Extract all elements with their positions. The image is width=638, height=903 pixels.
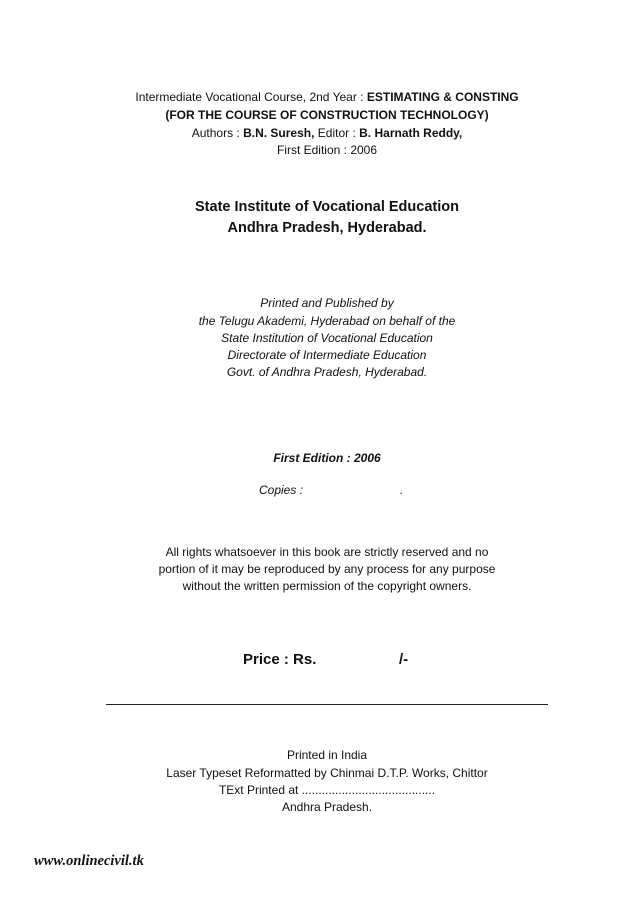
edition-line: First Edition : 2006 [276, 143, 378, 157]
authors-label: Authors : [191, 126, 244, 140]
price-suffix: /- [399, 651, 409, 668]
rights-line-1: All rights whatsoever in this book are strictly reserved and no [165, 545, 489, 559]
price-label: Price : Rs. [243, 651, 317, 668]
printing-location: Andhra Pradesh. [281, 800, 373, 814]
footer-url: www.onlinecivil.tk [34, 853, 144, 869]
course-title-prefix: Intermediate Vocational Course, 2nd Year : [135, 90, 367, 104]
institute-name: State Institute of Vocational Education [195, 199, 459, 215]
authors-line [0, 124, 638, 142]
printed-in: Printed in India [286, 748, 368, 762]
rights-line-2: portion of it may be reproduced by any process for any purpose [158, 562, 496, 576]
horizontal-rule [106, 704, 548, 705]
publisher-line-2: the Telugu Akademi, Hyderabad on behalf of the [198, 314, 456, 328]
rights-line-3: without the written permission of the copyright owners. [182, 579, 472, 593]
publisher-line-5: Govt. of Andhra Pradesh, Hyderabad. [226, 365, 428, 379]
copies-value: . [400, 483, 404, 497]
author-name: B.N. Suresh, [243, 126, 315, 140]
typeset-line: Laser Typeset Reformatted by Chinmai D.T.P. Works, Chittor [166, 766, 488, 780]
publisher-line-4: Directorate of Intermediate Education [227, 348, 427, 362]
header-course-line [0, 88, 638, 106]
publisher-line-1: Printed and Published by [260, 296, 394, 310]
publisher-line-3: State Institution of Vocational Education [221, 331, 433, 345]
editor-label: Editor : [314, 126, 360, 140]
course-subtitle: (FOR THE COURSE OF CONSTRUCTION TECHNOLOGY) [165, 108, 489, 122]
editor-name: B. Harnath Reddy, [359, 126, 463, 140]
first-edition: First Edition : 2006 [273, 451, 381, 465]
course-subject: ESTIMATING & CONSTING [366, 90, 519, 104]
copies-label: Copies : [259, 483, 304, 497]
text-printed-line: TExt Printed at ........................................ [218, 783, 436, 797]
institute-location: Andhra Pradesh, Hyderabad. [227, 220, 427, 236]
